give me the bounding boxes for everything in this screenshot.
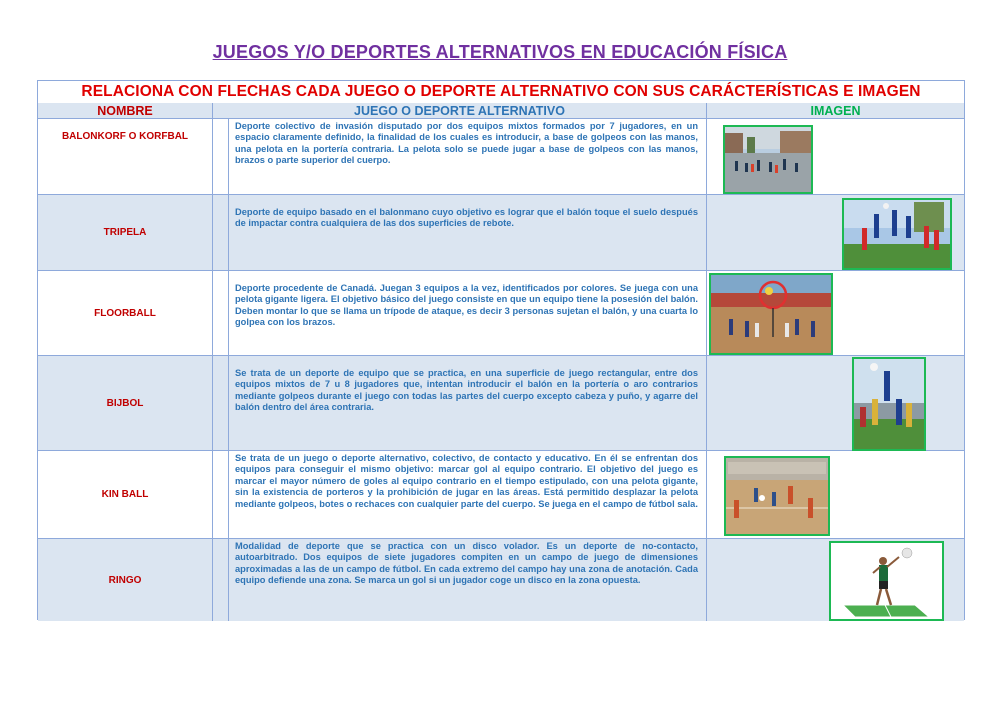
- sport-description[interactable]: Se trata de un juego o deporte alternativo, colectivo, de contacto y educativo. En él se enfrentan dos equipos para conseguir el mismo objetivo: marcar gol al equipo contrario. El objetivo del juego es marcar el mayor número de goles al equipo contrario en el tiempo estipulado, con una pelota gigante, sin la existencia de porteros y la prohibición de jugar en las áreas. Está permitido desplazar la pelota mediante golpeos, botes o rechaces con cualquier parte del cuerpo. Se juega en el campo de fútbol sala.: [229, 451, 707, 538]
- sport-name[interactable]: FLOORBALL: [38, 271, 213, 355]
- photo-volleyball-player[interactable]: [829, 541, 944, 621]
- sport-description[interactable]: Deporte colectivo de invasión disputado por dos equipos mixtos formados por 7 jugadores, en un espacio claramente definido, la finalidad de los cuales es introducir, a base de golpeos con las manos, una pelota en la portería contraria. La pelota solo se puede jugar a base de golpeos con las manos, brazos o parte superior del cuerpo.: [229, 119, 707, 194]
- page-title: JUEGOS Y/O DEPORTES ALTERNATIVOS EN EDUCACIÓN FÍSICA: [212, 42, 788, 62]
- sport-name[interactable]: BIJBOL: [38, 356, 213, 450]
- sport-description[interactable]: Se trata de un deporte de equipo que se practica, en una superficie de juego rectangular, entre dos equipos mixtos de 7 u 8 jugadores que, intentan introducir el balón en la portería o aro contrarios mediante golpeos durante el juego con todas las partes del cuerpo excepto cabeza y puño, y agarre del balón dentro del área contraria.: [229, 356, 707, 450]
- header-image: IMAGEN: [707, 103, 964, 119]
- sport-name[interactable]: RINGO: [38, 539, 213, 621]
- header-name: NOMBRE: [38, 103, 213, 119]
- sport-description[interactable]: Deporte procedente de Canadá. Juegan 3 equipos a la vez, identificados por colores. Se juega con una pelota gigante ligera. El objetivo básico del juego consiste en que un equipo tiene la posesión del balón. Deben montar lo que se llama un trípode de ataque, es decir 3 personas sujetan el balón, y una cuarta lo golpea con los brazos.: [229, 271, 707, 355]
- activity-table: [37, 80, 965, 620]
- table-row: [38, 119, 964, 195]
- header-description: JUEGO O DEPORTE ALTERNATIVO: [213, 103, 707, 119]
- sport-name[interactable]: TRIPELA: [38, 195, 213, 270]
- table-row: [38, 356, 964, 451]
- sport-name[interactable]: KIN BALL: [38, 451, 213, 538]
- photo-indoor-court[interactable]: [724, 456, 830, 536]
- table-row: [38, 271, 964, 356]
- table-row: [38, 451, 964, 539]
- sport-description[interactable]: Modalidad de deporte que se practica con un disco volador. Es un deporte de no-contacto, autoarbitrado. Dos equipos de siete jugadores compiten en un campo de juego de dimensiones aproximadas a las de un campo de fútbol. En cada extremo del campo hay una zona de anotación. Cada equipo defiende una zona. Se marca un gol si un jugador coge un disco en la zona opuesta.: [229, 539, 707, 621]
- instruction-banner: RELACIONA CON FLECHAS CADA JUEGO O DEPORTE ALTERNATIVO CON SUS CARÁCTERÍSTICAS E IMAGEN: [38, 81, 964, 104]
- photo-ring-hoop[interactable]: [709, 273, 833, 355]
- photo-tall-jump[interactable]: [852, 357, 926, 451]
- sport-description[interactable]: Deporte de equipo basado en el balonmano cuyo objetivo es lograr que el balón toque el suelo después de impactar contra cualquiera de las dos superficies de rebote.: [229, 195, 707, 270]
- photo-jumping-players[interactable]: [842, 198, 952, 270]
- table-row: [38, 539, 964, 621]
- photo-outdoor-game[interactable]: [723, 125, 813, 194]
- sport-name[interactable]: BALONKORF O KORFBAL: [38, 119, 213, 194]
- table-row: [38, 195, 964, 271]
